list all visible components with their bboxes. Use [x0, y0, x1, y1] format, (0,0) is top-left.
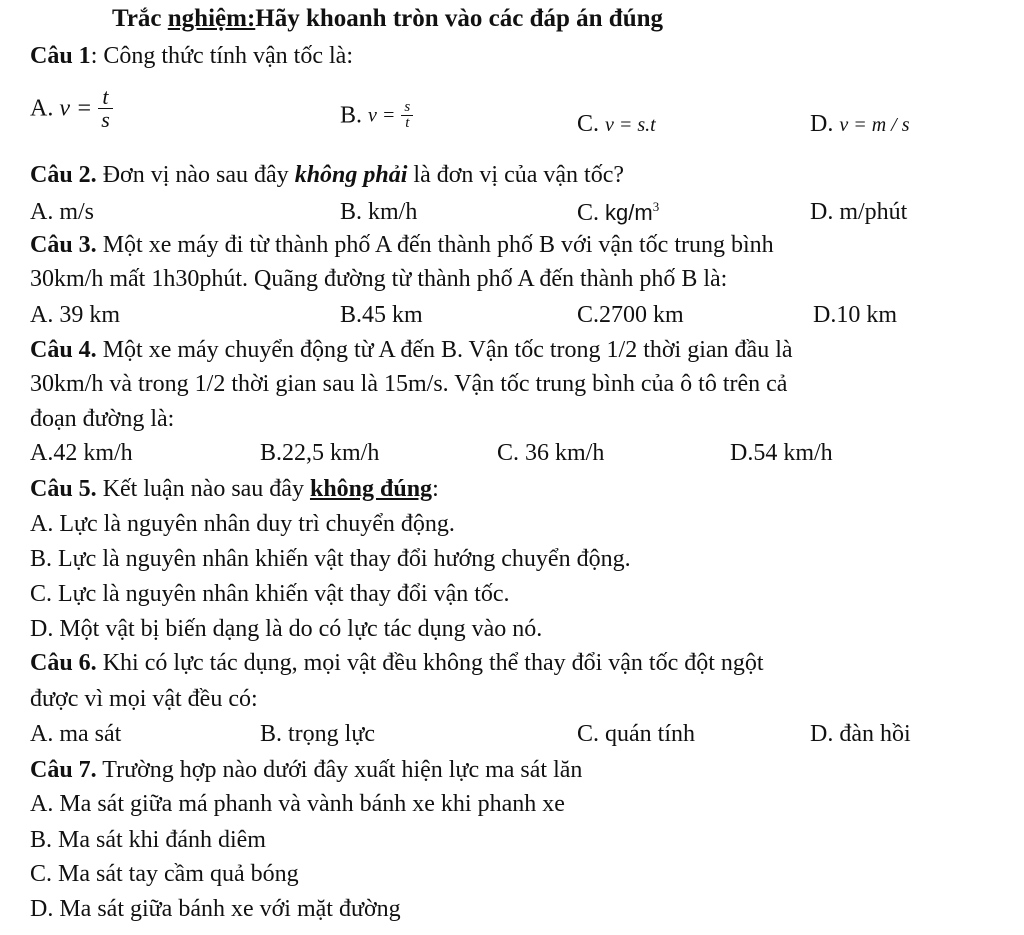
q5-emphasis: không đúng [309, 476, 433, 502]
page-title: Trắc nghiệm:Hãy khoanh tròn vào các đáp án đúng [112, 5, 664, 32]
q6-option-b: B. trọng lực [260, 721, 375, 747]
q1-option-b: B. v = $\frac{s}{t}$ [340, 100, 413, 131]
title-underlined: nghiệm: [167, 5, 256, 32]
q7-option-c: C. Ma sát tay cầm quả bóng [30, 861, 299, 887]
q4-option-a: A.42 km/h [30, 440, 133, 466]
q2-option-d: D. m/phút [810, 199, 908, 225]
q1-b-fraction: $\frac{s}{t}$ [401, 100, 413, 131]
q2-option-b: B. km/h [340, 199, 418, 225]
q5-option-a: A. Lực là nguyên nhân duy trì chuyển động. [30, 511, 455, 537]
question-7: Câu 7. Trường hợp nào dưới đây xuất hiện lực ma sát lăn [30, 757, 583, 783]
q4-option-b: B.22,5 km/h [260, 440, 380, 466]
q4-option-d: D.54 km/h [730, 440, 833, 466]
q5-option-d: D. Một vật bị biến dạng là do có lực tác dụng vào nó. [30, 616, 543, 642]
q7-option-b: B. Ma sát khi đánh diêm [30, 827, 266, 853]
question-4-line-2: 30km/h và trong 1/2 thời gian sau là 15m/s. Vận tốc trung bình của ô tô trên cả [30, 371, 788, 397]
question-1: Câu 1: Công thức tính vận tốc là: [30, 43, 353, 69]
q4-option-c: C. 36 km/h [497, 440, 605, 466]
q2-option-a: A. m/s [30, 199, 95, 225]
q5-option-b: B. Lực là nguyên nhân khiến vật thay đổi hướng chuyển động. [30, 546, 631, 572]
question-6-line-2: được vì mọi vật đều có: [30, 686, 258, 712]
q3-option-a: A. 39 km [30, 302, 120, 328]
q6-option-c: C. quán tính [577, 721, 695, 747]
q2-emphasis: không phải [294, 162, 408, 188]
question-4: Câu 4. Một xe máy chuyển động từ A đến B. Vận tốc trong 1/2 thời gian đầu là [30, 337, 793, 363]
q1-option-c: C. v = s.t [577, 111, 656, 137]
q6-option-d: D. đàn hồi [810, 721, 911, 747]
question-5: Câu 5. Kết luận nào sau đây không đúng: [30, 476, 439, 502]
q2-option-c: C. $kg/m^3$ [577, 199, 660, 226]
q3-option-c: C.2700 km [577, 302, 684, 328]
q1-a-fraction: $\frac{t}{s}$ [98, 86, 113, 131]
q3-option-b: B.45 km [340, 302, 423, 328]
q7-option-a: A. Ma sát giữa má phanh và vành bánh xe khi phanh xe [30, 791, 565, 817]
question-3: Câu 3. Một xe máy đi từ thành phố A đến thành phố B với vận tốc trung bình [30, 232, 774, 258]
question-2: Câu 2. Đơn vị nào sau đây không phải là đơn vị của vận tốc? [30, 162, 625, 188]
q1-option-d: D. v = m / s [810, 111, 910, 137]
q5-option-c: C. Lực là nguyên nhân khiến vật thay đổi vận tốc. [30, 581, 510, 607]
q3-option-d: D.10 km [813, 302, 897, 328]
q6-option-a: A. ma sát [30, 721, 122, 747]
question-3-line-2: 30km/h mất 1h30phút. Quãng đường từ thành phố A đến thành phố B là: [30, 266, 728, 292]
question-6: Câu 6. Khi có lực tác dụng, mọi vật đều không thể thay đổi vận tốc đột ngột [30, 650, 764, 676]
q1-option-a: A. v = $\frac{t}{s}$ [30, 86, 113, 131]
question-4-line-3: đoạn đường là: [30, 406, 175, 432]
q7-option-d: D. Ma sát giữa bánh xe với mặt đường [30, 896, 401, 922]
